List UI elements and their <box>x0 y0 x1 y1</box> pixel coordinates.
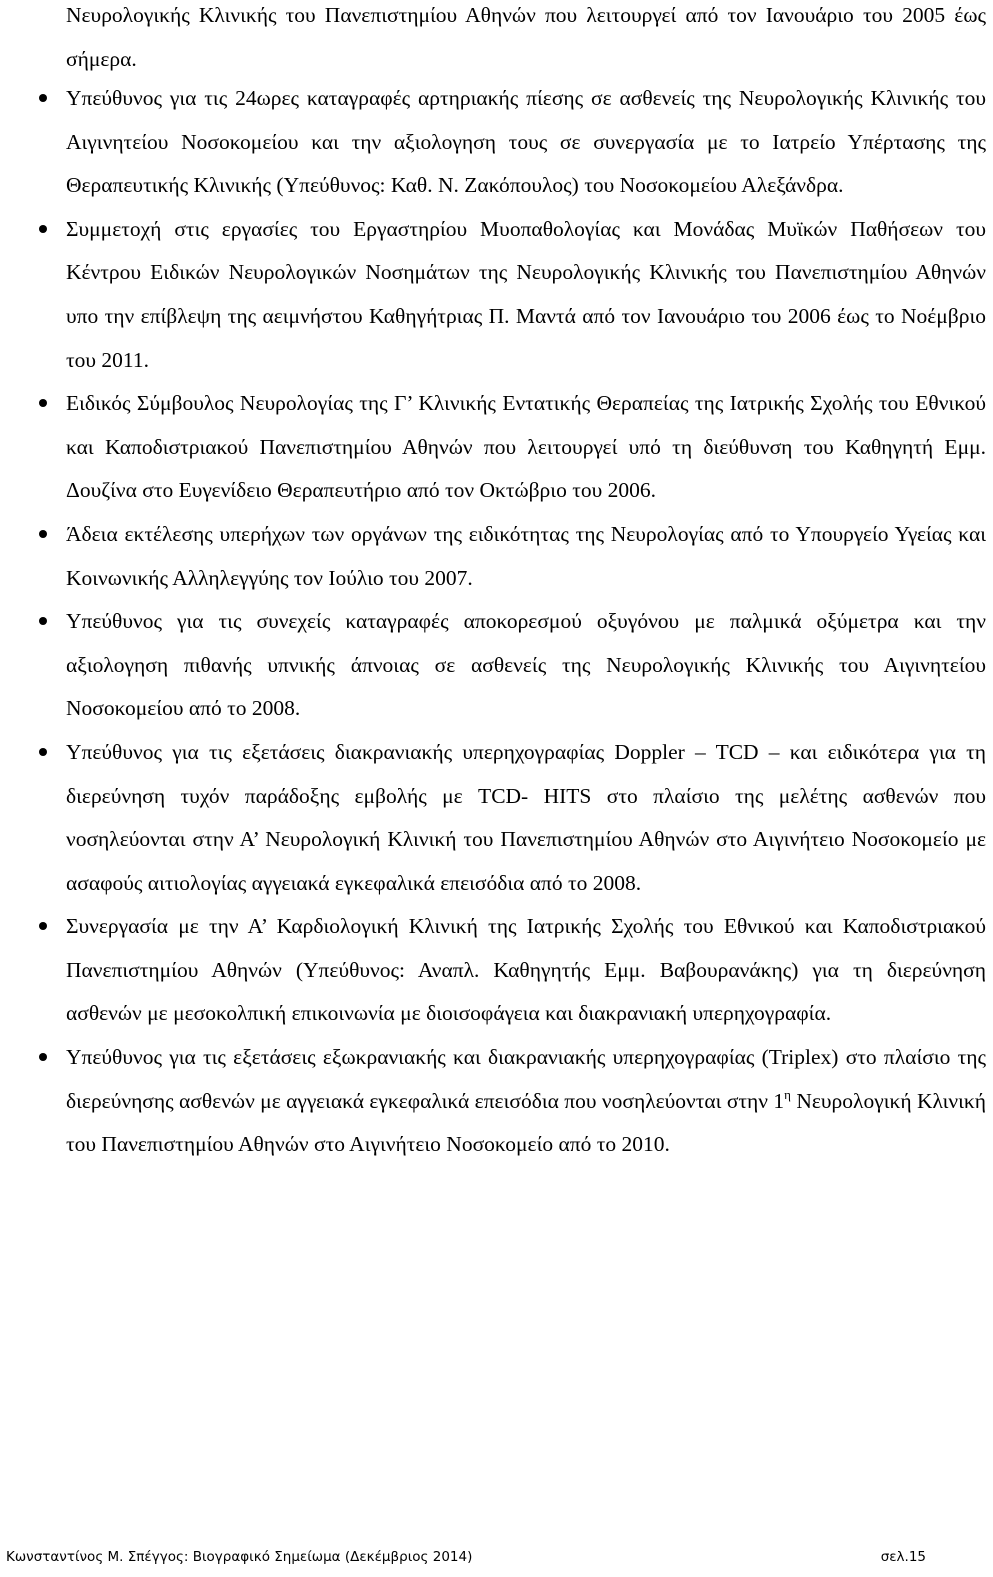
list-item-text-end: Νευρολογική Κλινική του Πανεπιστημίου Αθηνών στο Αιγινήτειο Νοσοκομείο από το 2010. <box>66 1088 986 1157</box>
bullet-list <box>33 77 993 1167</box>
list-item-text: Ειδικός Σύμβουλος Νευρολογίας της Γ’ Κλινικής Εντατικής Θεραπείας της Ιατρικής Σχολής του Εθνικού και Καποδιστριακού Πανεπιστημίου Αθηνών που λειτουργεί υπό τη διεύθυνση του Καθηγητή Εμμ. Δουζίνα στο Ευγενίδειο Θεραπευτήριο από τον Οκτώβριο του 2006. <box>66 391 986 503</box>
list-item-text-start: Υπεύθυνος για τις εξετάσεις εξωκρανιακής και διακρανιακής υπερηχογραφίας (Triplex) στο πλαίσιο της διερεύνησης ασθενών με αγγειακά εγκεφαλικά επεισόδια που νοσηλεύονται στην 1 <box>66 1045 986 1113</box>
list-item <box>33 731 986 905</box>
footer-page-number: σελ.15 <box>880 1549 926 1565</box>
bullet-icon <box>33 1036 66 1079</box>
list-item <box>33 905 986 1036</box>
bullet-icon <box>33 513 66 556</box>
list-item <box>33 77 986 208</box>
superscript-ordinal: η <box>784 1086 791 1102</box>
list-item-text: Υπεύθυνος για τις 24ωρες καταγραφές αρτηριακής πίεσης σε ασθενείς της Νευρολογικής Κλινικής του Αιγινητείου Νοσοκομείου και την αξιολογηση τους σε συνεργασία με το Ιατρείο Υπέρτασης της Θεραπευτικής Κλινικής (Υπεύθυνος: Καθ. Ν. Ζακόπουλος) του Νοσοκομείου Αλεξάνδρα. <box>66 86 986 198</box>
bullet-icon <box>33 600 66 643</box>
list-item-text: Συμμετοχή στις εργασίες του Εργαστηρίου Μυοπαθολογίας και Μονάδας Μυϊκών Παθήσεων του Κέντρου Ειδικών Νευρολογικών Νοσημάτων της Νευρολογικής Κλινικής του Πανεπιστημίου Αθηνών υπο την επίβλεψη της αειμνήστου Καθηγήτριας Π. Μαντά από τον Ιανουάριο του 2006 έως το Νοέμβριο του 2011. <box>66 216 986 372</box>
list-item-text: Υπεύθυνος για τις εξετάσεις διακρανιακής υπερηχογραφίας Doppler – TCD – και ειδικότερα για τη διερεύνηση τυχόν παράδοξης εμβολής με TCD- HITS στο πλαίσιο της μελέτης ασθενών που νοσηλεύονται στην Α’ Νευρολογική Κλινική του Πανεπιστημίου Αθηνών στο Αιγινήτειο Νοσοκομείο με ασαφούς αιτιολογίας αγγειακά εγκεφαλικά επεισόδια από το 2008. <box>66 739 986 895</box>
list-item-text: Υπεύθυνος για τις συνεχείς καταγραφές αποκορεσμού οξυγόνου με παλμικά οξύμετρα και την αξιολογηση πιθανής υπνικής άπνοιας σε ασθενείς της Νευρολογικής Κλινικής του Αιγινητείου Νοσοκομείου από το 2008. <box>66 609 986 721</box>
list-item <box>33 513 986 600</box>
list-item-text: Άδεια εκτέλεσης υπερήχων των οργάνων της ειδικότητας της Νευρολογίας από το Υπουργείο Υγείας και Κοινωνικής Αλληλεγγύης τον Ιούλιο του 2007. <box>66 521 986 590</box>
list-item <box>33 208 986 382</box>
bullet-icon <box>33 382 66 425</box>
page-footer <box>6 1545 926 1569</box>
bullet-icon <box>33 905 66 948</box>
list-item <box>33 1036 986 1167</box>
footer-author-title: Κωνσταντίνος Μ. Σπέγγος: Βιογραφικό Σημείωμα (Δεκέμβριος 2014) <box>6 1549 473 1565</box>
bullet-icon <box>33 77 66 120</box>
list-item <box>33 382 986 513</box>
continuation-paragraph: Νευρολογικής Κλινικής του Πανεπιστημίου Αθηνών που λειτουργεί από τον Ιανουάριο του 2005 έως σήμερα. <box>66 3 986 71</box>
list-item-text: Συνεργασία με την Α’ Καρδιολογική Κλινική της Ιατρικής Σχολής του Εθνικού και Καποδιστριακού Πανεπιστημίου Αθηνών (Υπεύθυνος: Αναπλ. Καθηγητής Εμμ. Βαβουρανάκης) για τη διερεύνηση ασθενών με μεσοκολπική επικοινωνία με διοισοφάγεια και διακρανιακή υπερηχογραφία. <box>66 914 986 1026</box>
list-item <box>33 600 986 731</box>
bullet-icon <box>33 208 66 251</box>
bullet-icon <box>33 731 66 774</box>
